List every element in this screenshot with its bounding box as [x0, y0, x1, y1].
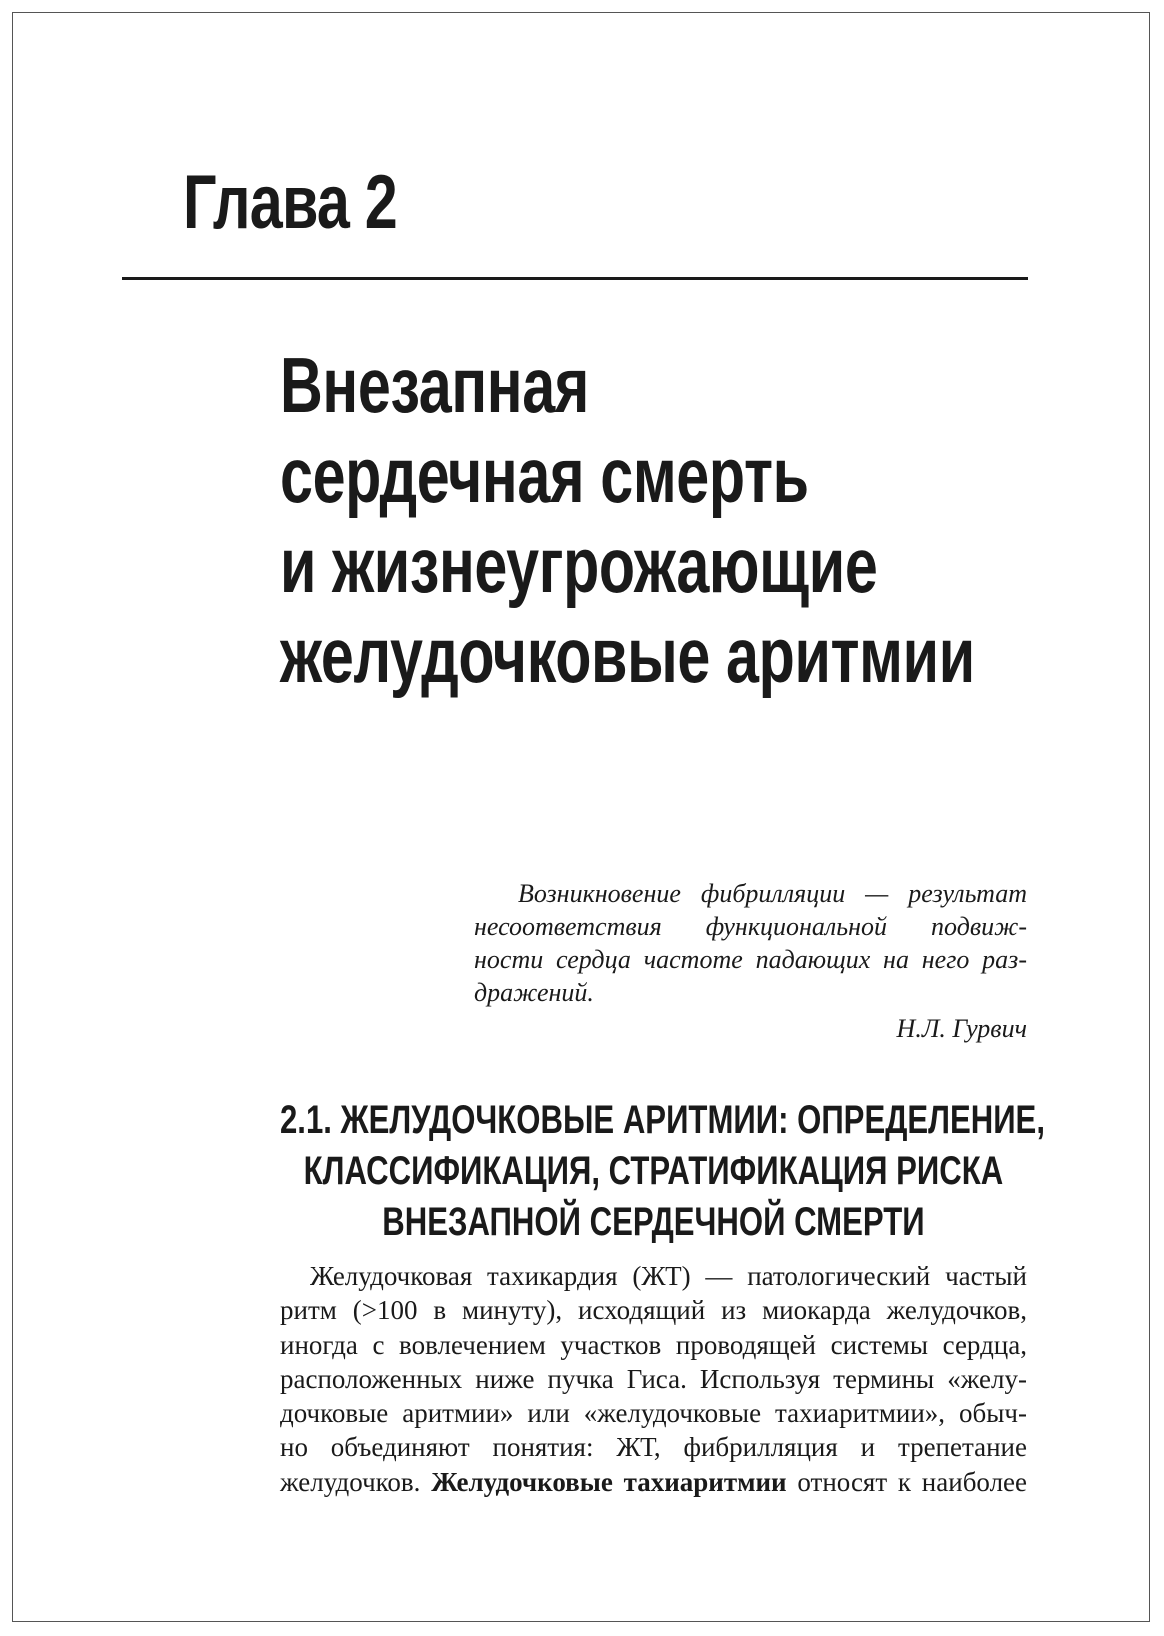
chapter-title-line: желудочковые аритмии [280, 611, 975, 699]
chapter-title-line: Внезапная [280, 341, 589, 429]
epigraph-line: дражений. [474, 978, 594, 1007]
epigraph-line: ности сердца частоте падающих на него раз- [474, 945, 1027, 974]
body-line: но объединяют понятия: ЖТ, фибрилляция и трепетание [280, 1432, 1027, 1463]
body-text-segment: относят к наиболее [797, 1466, 1028, 1497]
body-text-segment: желудочков. [280, 1466, 421, 1497]
body-line-last [280, 1465, 1027, 1499]
section-heading-line: ВНЕЗАПНОЙ СЕРДЕЧНОЙ СМЕРТИ [382, 1200, 925, 1244]
chapter-label: Глава 2 [183, 160, 397, 245]
body-line: иногда с вовлечением участков проводящей системы сердца, [280, 1329, 1027, 1360]
epigraph [474, 877, 1027, 1009]
chapter-title [280, 340, 975, 700]
epigraph-line: Возникновение фибрилляции — результат [518, 879, 1027, 908]
section-heading-line: КЛАССИФИКАЦИЯ, СТРАТИФИКАЦИЯ РИСКА [303, 1149, 1004, 1193]
body-line: ритм (>100 в минуту), исходящий из миокарда желудочков, [280, 1295, 1027, 1326]
chapter-title-line: и жизнеугрожающие [280, 521, 878, 609]
chapter-divider [122, 277, 1028, 280]
section-heading [280, 1095, 1045, 1248]
body-paragraph [280, 1259, 1027, 1499]
epigraph-author: Н.Л. Гурвич [896, 1014, 1027, 1043]
body-line: Желудочковая тахикардия (ЖТ) — патологический частый [310, 1261, 1027, 1291]
body-line: дочковые аритмии» или «желудочковые тахиаритмии», обыч- [280, 1398, 1027, 1429]
chapter-title-line: сердечная смерть [280, 431, 809, 519]
section-heading-line: 2.1. ЖЕЛУДОЧКОВЫЕ АРИТМИИ: ОПРЕДЕЛЕНИЕ, [280, 1098, 1045, 1142]
bold-term: Желудочковые тахиаритмии [431, 1466, 787, 1497]
epigraph-line: несоответствия функциональной подвиж- [474, 912, 1027, 941]
body-line: расположенных ниже пучка Гиса. Используя термины «желу- [280, 1363, 1027, 1394]
